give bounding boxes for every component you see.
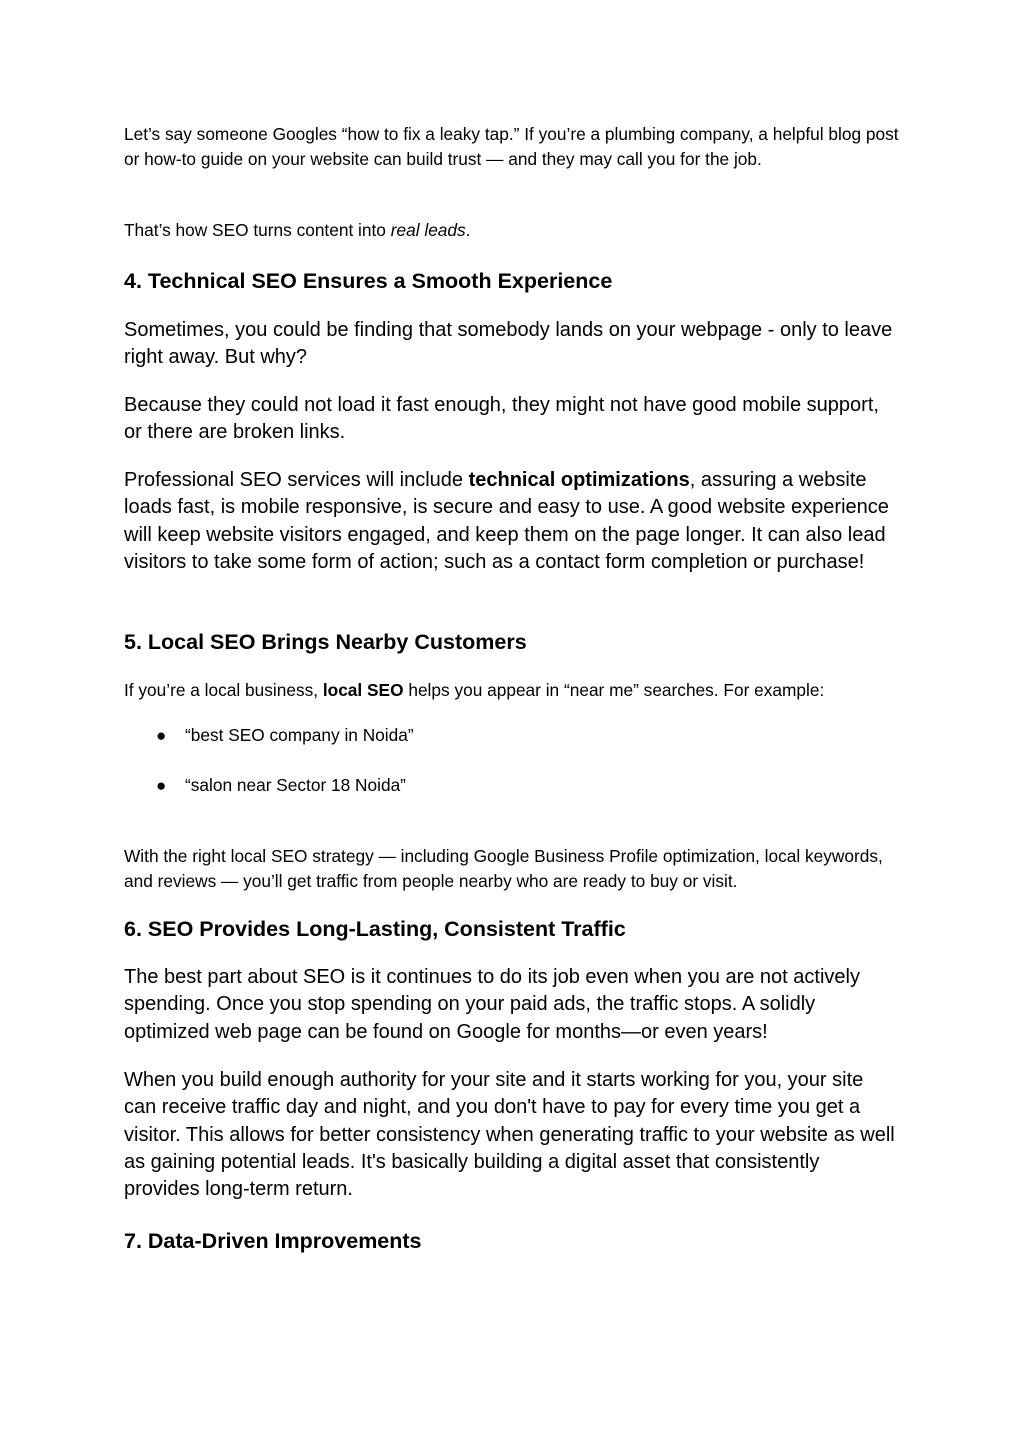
intro-conclusion bbox=[124, 218, 900, 243]
section-6-heading: 6. SEO Provides Long-Lasting, Consistent Traffic bbox=[124, 917, 626, 941]
section-5-paragraph-2: With the right local SEO strategy — including Google Business Profile optimization, local keywords, and reviews — you’ll get traffic from people nearby who are ready to buy or visit. bbox=[124, 846, 883, 891]
section-4-paragraph-2: Because they could not load it fast enough, they might not have good mobile support, or there are broken links. bbox=[124, 394, 879, 444]
intro-conclusion-italic: real leads bbox=[390, 220, 466, 240]
list-item-text: “salon near Sector 18 Noida” bbox=[185, 775, 406, 795]
section-4-heading: 4. Technical SEO Ensures a Smooth Experience bbox=[124, 269, 613, 293]
section-6-paragraph-1: The best part about SEO is it continues to do its job even when you are not actively spending. Once you stop spending on your paid ads, the traffic stops. A solidly optimized web page can be found on Google for months—or even years! bbox=[124, 966, 860, 1043]
section-5-heading: 5. Local SEO Brings Nearby Customers bbox=[124, 630, 527, 654]
section-4-paragraph-3-end: , assuring a website loads fast, is mobile responsive, is secure and easy to use. A good website experience will keep website visitors engaged, and keep them on the page longer. It can also lead visitors to take some form of action; such as a contact form completion or purchase! bbox=[124, 469, 889, 573]
section-5-paragraph-1-bold: local SEO bbox=[322, 680, 404, 700]
section-4-paragraph-3 bbox=[124, 467, 900, 576]
bullet-icon: ● bbox=[156, 776, 167, 795]
list-item-text: “best SEO company in Noida” bbox=[185, 725, 414, 745]
intro-paragraph: Let’s say someone Googles “how to fix a leaky tap.” If you’re a plumbing company, a helpful blog post or how-to guide on your website can build trust — and they may call you for the job. bbox=[124, 124, 899, 169]
section-4-paragraph-1: Sometimes, you could be finding that somebody lands on your webpage - only to leave right away. But why? bbox=[124, 319, 893, 369]
section-5-paragraph-1-text: If you’re a local business, bbox=[124, 680, 323, 700]
bullet-icon: ● bbox=[156, 726, 167, 745]
section-7-heading: 7. Data-Driven Improvements bbox=[124, 1229, 422, 1253]
section-4-paragraph-3-text: Professional SEO services will include bbox=[124, 469, 469, 491]
section-6-paragraph-2: When you build enough authority for your site and it starts working for you, your site can receive traffic day and night, and you don't have to pay for every time you get a visitor. This allows for better consistency when generating traffic to your website as well as gaining potential leads. It's basically building a digital asset that consistently provides long-term return. bbox=[124, 1069, 895, 1201]
section-5-paragraph-1 bbox=[124, 678, 900, 703]
section-4-paragraph-3-bold: technical optimizations bbox=[468, 469, 690, 491]
intro-conclusion-end: . bbox=[465, 220, 471, 240]
intro-conclusion-text: That’s how SEO turns content into bbox=[124, 220, 391, 240]
section-5-paragraph-1-end: helps you appear in “near me” searches. For example: bbox=[403, 680, 825, 700]
